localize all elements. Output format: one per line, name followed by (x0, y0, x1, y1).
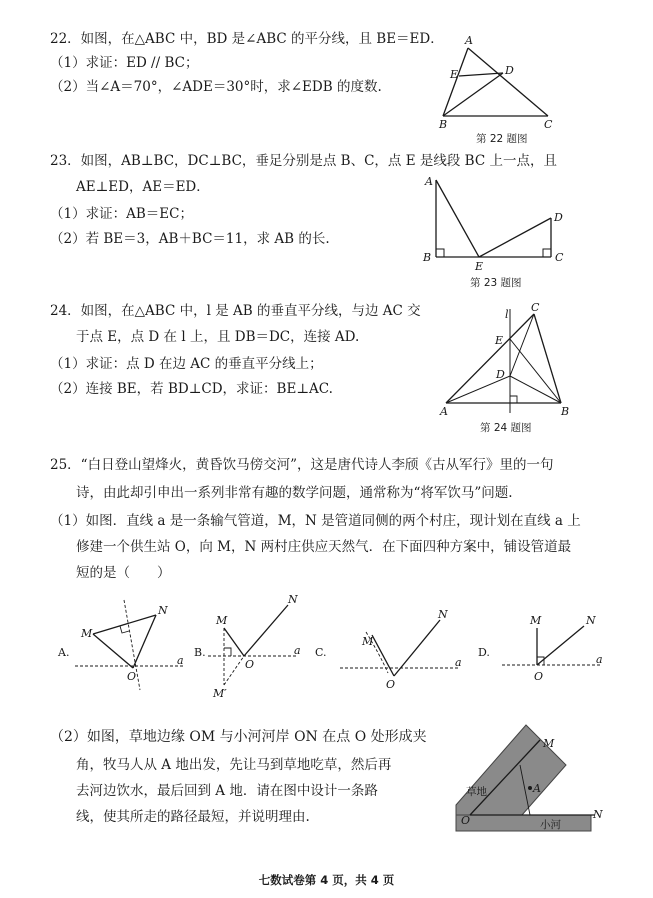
page-footer: 七数试卷第 4 页，共 4 页 (258, 873, 395, 887)
q24-stem-line2: 于点 E，点 D 在 l 上，且 DB＝DC，连接 AD. (76, 329, 360, 345)
q24-stem-line1: 24．如图，在△ABC 中，l 是 AB 的垂直平分线，与边 AC 交 (50, 303, 421, 319)
q23-caption: 第 23 题图 (470, 277, 522, 289)
q25-stem-line2: 诗，由此却引申出一系列非常有趣的数学问题，通常称为“将军饮马”问题. (76, 485, 513, 501)
q25-c-label-n: N (438, 608, 448, 621)
q25-label-n: N (593, 808, 603, 821)
q23-label-c: C (555, 251, 564, 264)
q23-part2: （2）若 BE＝3，AB＋BC＝11，求 AB 的长. (50, 231, 330, 247)
q22-part2: （2）当∠A＝70°，∠ADE＝30°时，求∠EDB 的度数. (50, 79, 382, 95)
q25-d-label-o: O (534, 670, 544, 683)
q23-label-b: B (423, 251, 432, 264)
q25-stem-line1: 25．“白日登山望烽火，黄昏饮马傍交河”，这是唐代诗人李颀《古从军行》里的一句 (50, 457, 554, 473)
q25-label-a: A (533, 782, 541, 795)
q22-label-a: A (465, 34, 473, 47)
q23-label-a: A (425, 175, 433, 188)
q25-b-label-a: a (294, 644, 301, 657)
q24-label-e: E (495, 334, 504, 347)
q25-c-label-o: O (386, 678, 396, 691)
q22-stem: 22．如图，在△ABC 中，BD 是∠ABC 的平分线，且 BE＝ED． (50, 31, 444, 47)
q25-part1-line2: 修建一个供生站 O，向 M，N 两村庄供应天然气．在下面四种方案中，铺设管道最 (76, 539, 572, 555)
q23-stem-line2: AE⊥ED，AE＝ED． (76, 179, 210, 195)
q25-part2-line1: （2）如图，草地边缘 OM 与小河河岸 ON 在点 O 处形成夹 (50, 729, 427, 745)
q25-label-m: M (543, 737, 555, 750)
q22-label-c: C (544, 118, 553, 131)
q25-b-label-m: M (216, 614, 228, 627)
q25-label-o: O (461, 814, 471, 827)
q25-part1-line1: （1）如图．直线 a 是一条输气管道，M，N 是管道同侧的两个村庄，现计划在直线 a 上 (50, 513, 581, 529)
q25-d-label-m: M (530, 614, 542, 627)
q25-part1-line3: 短的是（ ） (76, 565, 171, 581)
q25-a-label-n: N (158, 604, 168, 617)
q24-label-a: A (440, 405, 448, 418)
q25-part2-line4: 线，使其所走的路径最短，并说明理由. (76, 809, 310, 825)
q25-part2-line3: 去河边饮水，最后回到 A 地．请在图中设计一条路 (76, 783, 378, 799)
q24-label-l: l (505, 308, 509, 321)
q25-label-river: 小河 (540, 819, 561, 831)
q25-a-label-m: M (81, 627, 93, 640)
q23-part1: （1）求证：AB＝EC； (50, 206, 193, 222)
q22-part1: （1）求证：ED // BC； (50, 55, 199, 71)
q25-point-a (528, 786, 532, 790)
q25-option-d-letter: D. (478, 646, 490, 659)
q25-label-grass: 草地 (466, 786, 487, 798)
q25-b-label-n: N (288, 593, 298, 606)
q24-caption: 第 24 题图 (480, 422, 532, 434)
q24-part1: （1）求证：点 D 在边 AC 的垂直平分线上； (50, 356, 323, 372)
q23-label-e: E (475, 260, 484, 273)
q23-label-d: D (554, 211, 563, 224)
q22-label-b: B (439, 118, 448, 131)
q24-label-b: B (561, 405, 570, 418)
q24-label-c: C (531, 301, 540, 314)
q25-c-label-m: M (362, 635, 374, 648)
q25-c-label-a: a (455, 656, 462, 669)
q22-label-d: D (505, 64, 514, 77)
q25-d-label-n: N (586, 614, 596, 627)
q25-b-label-o: O (245, 658, 255, 671)
q25-option-b-letter: B. (194, 646, 206, 659)
q25-river-band (456, 815, 591, 831)
q25-option-a-letter: A. (58, 646, 70, 659)
q25-option-c-letter: C. (315, 646, 327, 659)
q25-a-label-o: O (127, 670, 137, 683)
q23-stem-line1: 23．如图，AB⊥BC，DC⊥BC，垂足分别是点 B、C，点 E 是线段 BC 上一点，且 (50, 153, 557, 169)
q25-d-label-a: a (596, 653, 603, 666)
q22-caption: 第 22 题图 (476, 133, 528, 145)
q25-part2-line2: 角，牧马人从 A 地出发，先让马到草地吃草，然后再 (76, 757, 392, 773)
q24-label-d: D (496, 368, 505, 381)
q24-part2: （2）连接 BE，若 BD⊥CD，求证：BE⊥AC. (50, 381, 333, 397)
q22-label-e: E (450, 68, 459, 81)
q25-b-label-mprime: M′ (213, 687, 227, 700)
q25-a-label-a: a (177, 654, 184, 667)
